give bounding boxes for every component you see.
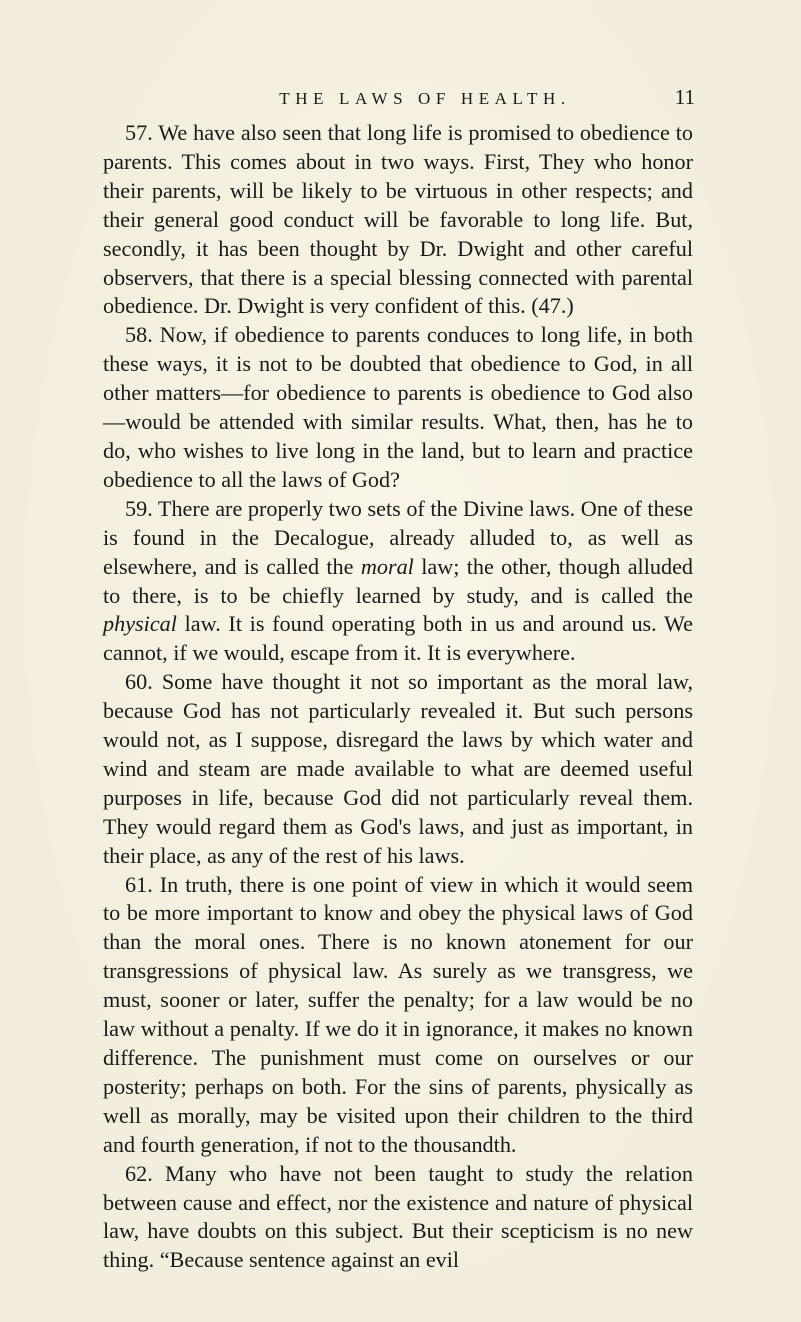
emphasis-moral: moral bbox=[360, 553, 414, 579]
paragraph-number: 60. bbox=[125, 669, 153, 695]
paragraph-text: There are properly two sets of the Divine laws. One of these is found in the Decalogue, already alluded to, as well as elsewhere, and is called the bbox=[103, 495, 693, 579]
paragraph-59 bbox=[103, 495, 693, 668]
page-number: 11 bbox=[674, 85, 695, 109]
emphasis-physical: physical bbox=[103, 611, 177, 637]
paragraph-number: 59. bbox=[125, 495, 153, 521]
body-text bbox=[103, 119, 693, 1275]
paragraph-text: Many who have not been taught to study the relation between cause and effect, nor the existence and nature of physical law, have doubts on this subject. But their scepticism is no new thing. “Because sentence against an evil bbox=[103, 1160, 693, 1273]
paragraph-text: In truth, there is one point of view in which it would seem to be more important to know and obey the physical laws of God than the moral ones. There is no known atonement for our transgressions of physical law. As surely as we transgress, we must, sooner or later, suffer the penalty; for a law would be no law without a penalty. If we do it in ignorance, it makes no known difference. The punishment must come on ourselves or our posterity; perhaps on both. For the sins of parents, physically as well as morally, may be visited upon their children to the third and fourth generation, if not to the thousandth. bbox=[103, 871, 694, 1157]
paragraph-61 bbox=[103, 871, 693, 1160]
paragraph-number: 58. bbox=[125, 322, 153, 348]
paragraph-number: 57. bbox=[125, 120, 153, 145]
paragraph-text: We have also seen that long life is promised to obedience to parents. This comes about in two ways. First, They who honor their parents, will be likely to be virtuous in other respects; and their general good conduct will be favorable to long life. But, secondly, it has been thought by Dr. Dwight and other careful observers, that there is a special blessing connected with parental obedience. Dr. Dwight is very confident of this. (47.) bbox=[103, 120, 693, 319]
paragraph-text: Some have thought it not so important as the moral law, because God has not particularly revealed it. But such persons would not, as I suppose, disregard the laws by which water and wind and steam are made available to what are deemed useful purposes in life, because God did not particularly reveal them. They would regard them as God's laws, and just as important, in their place, as any of the rest of his laws. bbox=[103, 669, 694, 868]
paragraph-60 bbox=[103, 668, 693, 870]
paragraph-62 bbox=[103, 1160, 693, 1276]
paragraph-57 bbox=[103, 119, 693, 321]
paragraph-text: law; the other, though alluded to there, is to be chiefly learned by study, and is called the bbox=[103, 553, 694, 608]
running-title: THE LAWS OF HEALTH. bbox=[279, 89, 571, 108]
paragraph-58 bbox=[103, 321, 693, 494]
paragraph-text: law. It is found operating both in us and around us. We cannot, if we would, escape from it. It is everywhere. bbox=[103, 611, 693, 666]
paragraph-text: Now, if obedience to parents conduces to long life, in both these ways, it is not to be doubted that obedience to God, in all other matters—for obedience to parents is obedience to God also—would be attended with similar results. What, then, has he to do, who wishes to live long in the land, but to learn and practice obedience to all the laws of God? bbox=[103, 322, 693, 492]
paragraph-number: 62. bbox=[125, 1160, 153, 1186]
paragraph-number: 61. bbox=[125, 871, 153, 897]
